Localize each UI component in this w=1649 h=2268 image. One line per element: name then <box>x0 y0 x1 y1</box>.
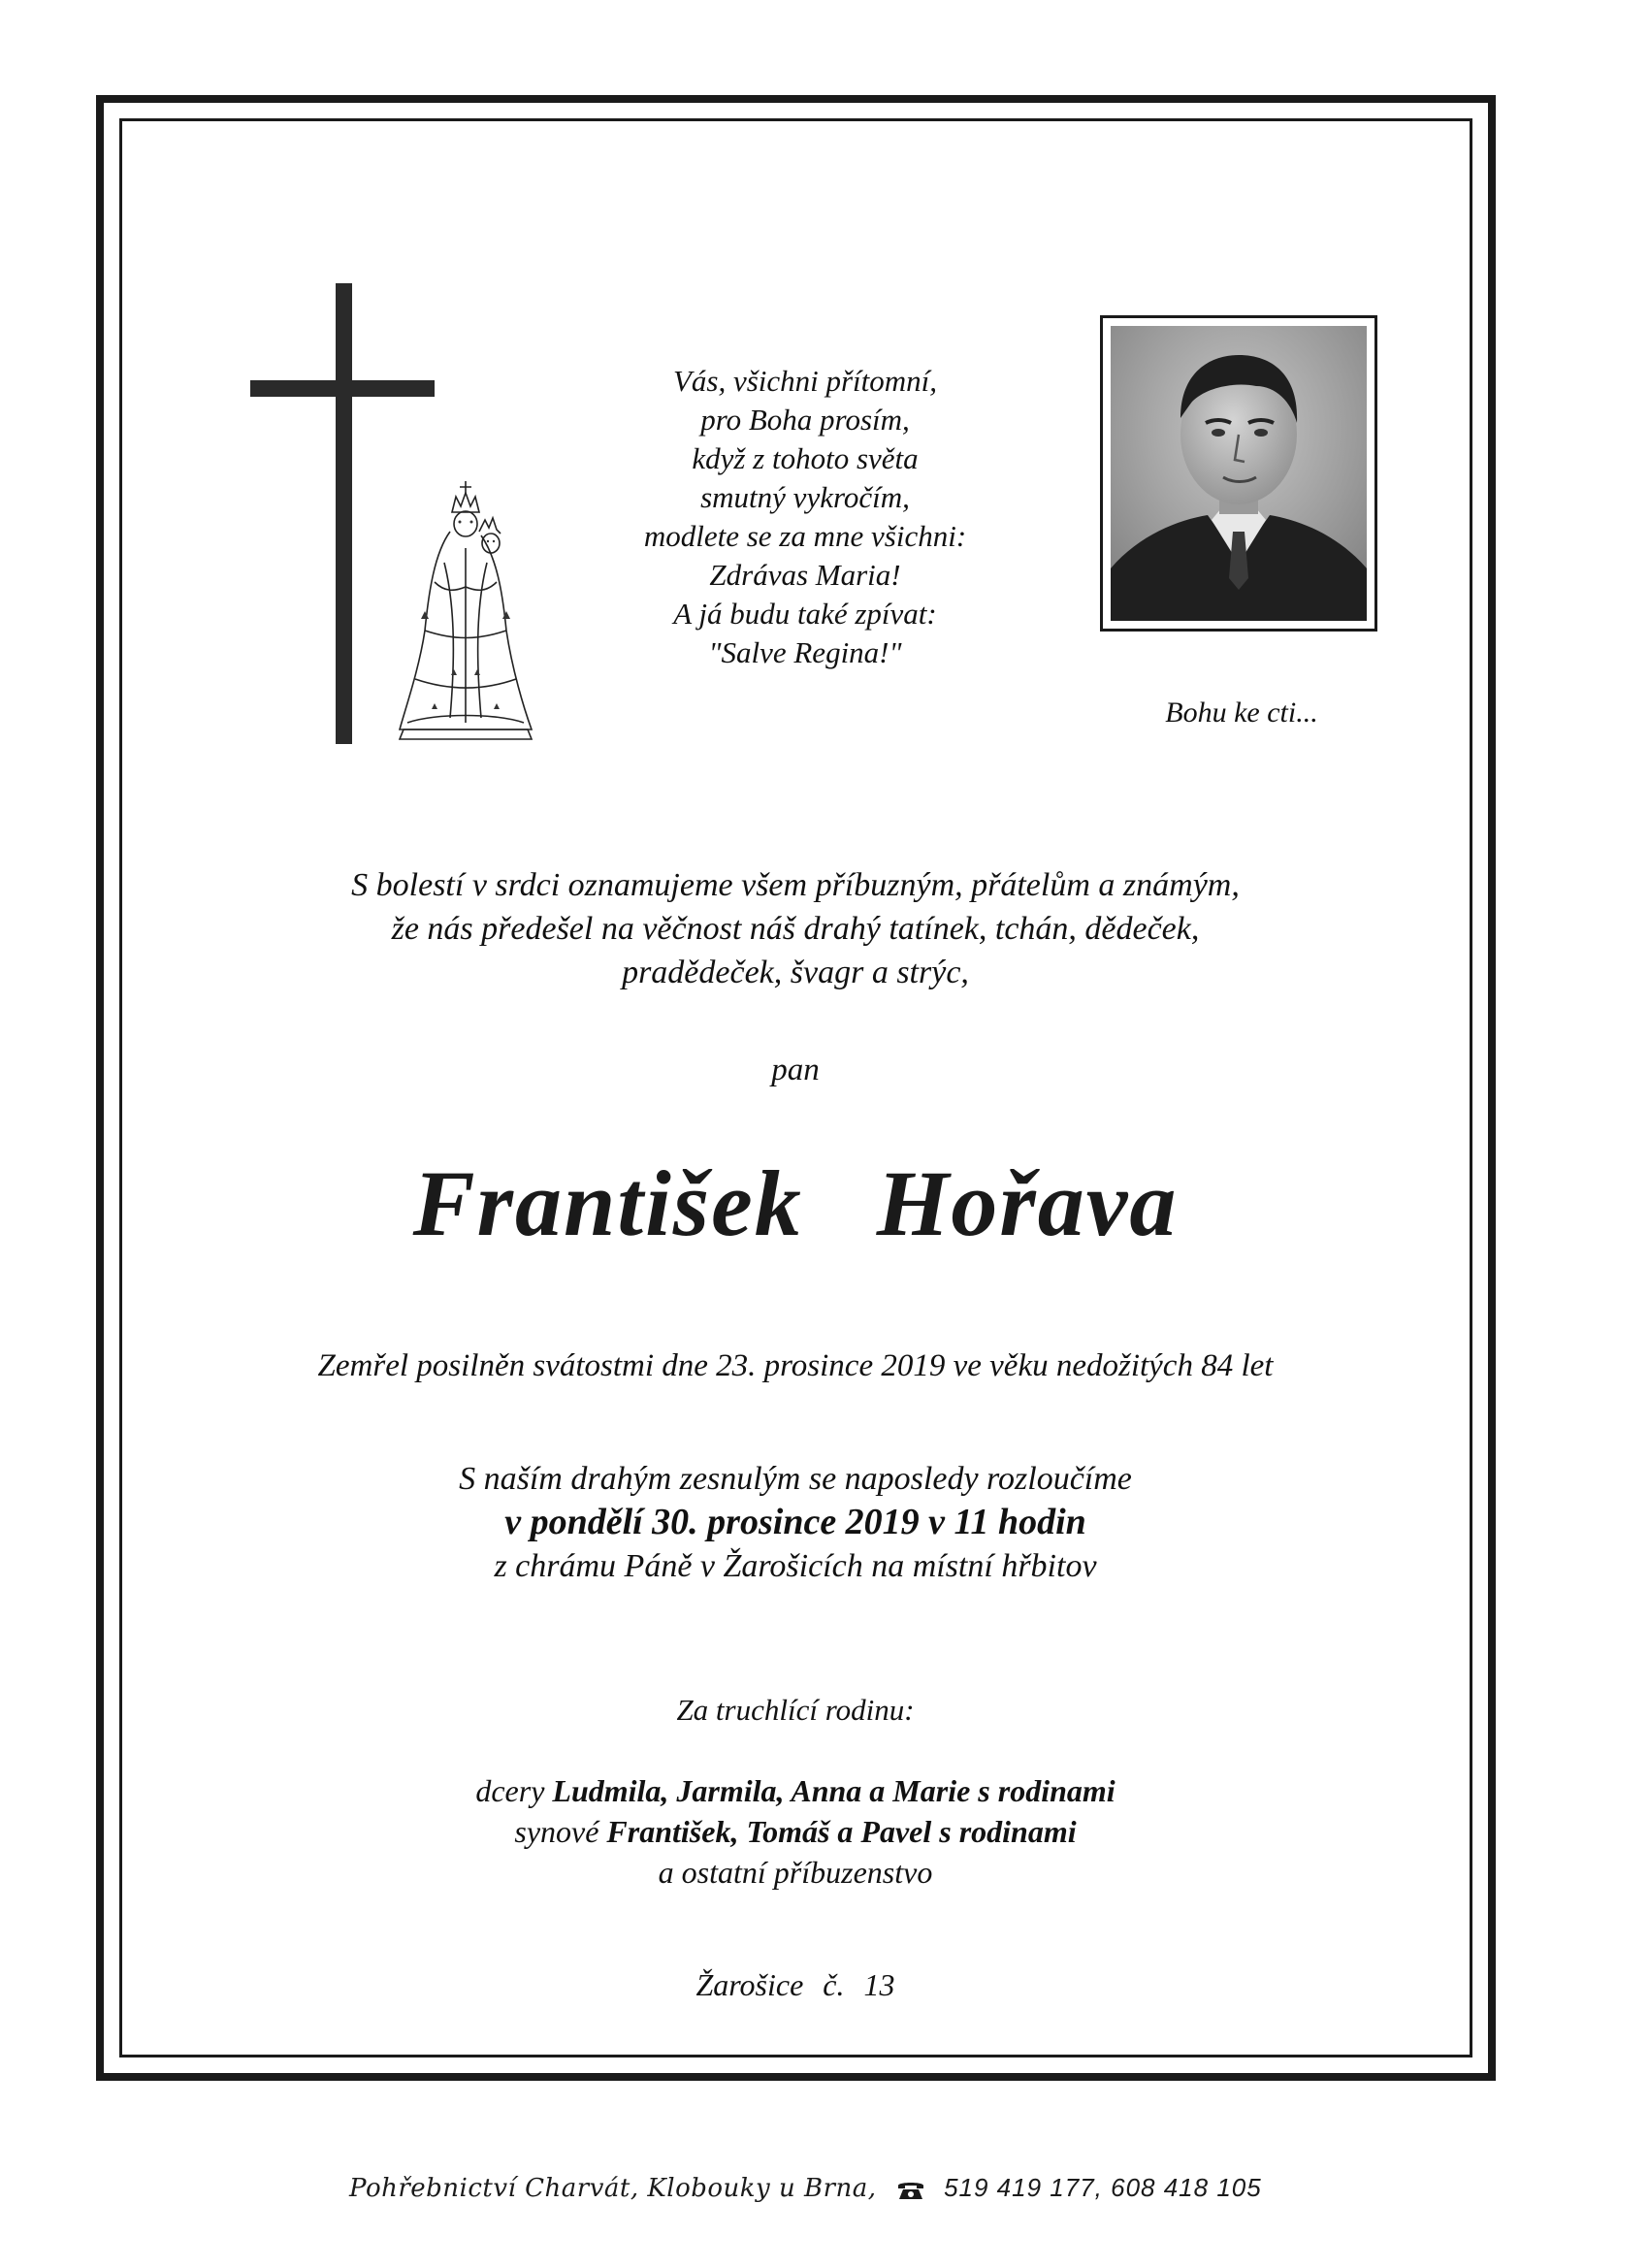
footer <box>349 2173 1319 2203</box>
portrait-image-drawing <box>1111 326 1367 621</box>
farewell <box>155 1457 1436 1588</box>
poem-line: když z tohoto světa <box>692 441 919 475</box>
poem-line: Zdrávas Maria! <box>709 558 901 592</box>
portrait-photo <box>1100 315 1377 632</box>
family-sons <box>155 1811 1436 1852</box>
poem <box>543 362 1067 672</box>
poem-line: A já budu také zpívat: <box>673 597 937 631</box>
daughters-prefix: dcery <box>475 1773 545 1808</box>
portrait-image <box>1111 326 1367 621</box>
sons-names: František, Tomáš a Pavel s rodinami <box>606 1814 1077 1849</box>
phone-numbers: 519 419 177, 608 418 105 <box>944 2173 1262 2202</box>
farewell-place: z chrámu Páně v Žarošicích na místní hřbitov <box>494 1548 1097 1584</box>
family-others: a ostatní příbuzenstvo <box>658 1855 933 1890</box>
poem-line: smutný vykročím, <box>700 480 910 514</box>
daughters-names: Ludmila, Jarmila, Anna a Marie s rodinami <box>552 1773 1116 1808</box>
honorific: pan <box>771 1053 820 1087</box>
address: Žarošice č. 13 <box>695 1967 895 2002</box>
family-list <box>155 1770 1436 1893</box>
announcement-line: pradědeček, švagr a strýc, <box>622 955 969 990</box>
poem-line: "Salve Regina!" <box>708 635 902 669</box>
cross-icon <box>336 283 352 744</box>
poem-line: modlete se za mne všichni: <box>643 519 967 553</box>
madonna-figure-icon <box>396 475 535 742</box>
announcement <box>155 863 1436 994</box>
poem-line: Vás, všichni přítomní, <box>672 364 938 398</box>
funeral-company: Pohřebnictví Charvát, Klobouky u Brna, <box>349 2174 877 2203</box>
deceased-name: František Hořava <box>412 1151 1179 1255</box>
farewell-datetime: v pondělí 30. prosince 2019 v 11 hodin <box>504 1502 1086 1542</box>
cross-icon-arm <box>250 380 435 397</box>
poem-line: pro Boha prosím, <box>700 403 910 437</box>
announcement-line: S bolestí v srdci oznamujeme všem příbuzným, přátelům a známým, <box>351 867 1240 903</box>
death-notice: Zemřel posilněn svátostmi dne 23. prosince 2019 ve věku nedožitých 84 let <box>317 1348 1274 1383</box>
sons-prefix: synové <box>514 1814 599 1849</box>
announcement-line: že nás předešel na věčnost náš drahý tatínek, tchán, dědeček, <box>391 911 1200 947</box>
family-daughters <box>155 1770 1436 1811</box>
telephone-icon <box>896 2180 925 2201</box>
mourners-heading: Za truchlící rodinu: <box>676 1693 915 1727</box>
farewell-line: S naším drahým zesnulým se naposledy rozloučíme <box>459 1461 1132 1497</box>
caption: Bohu ke cti... <box>1165 697 1318 729</box>
